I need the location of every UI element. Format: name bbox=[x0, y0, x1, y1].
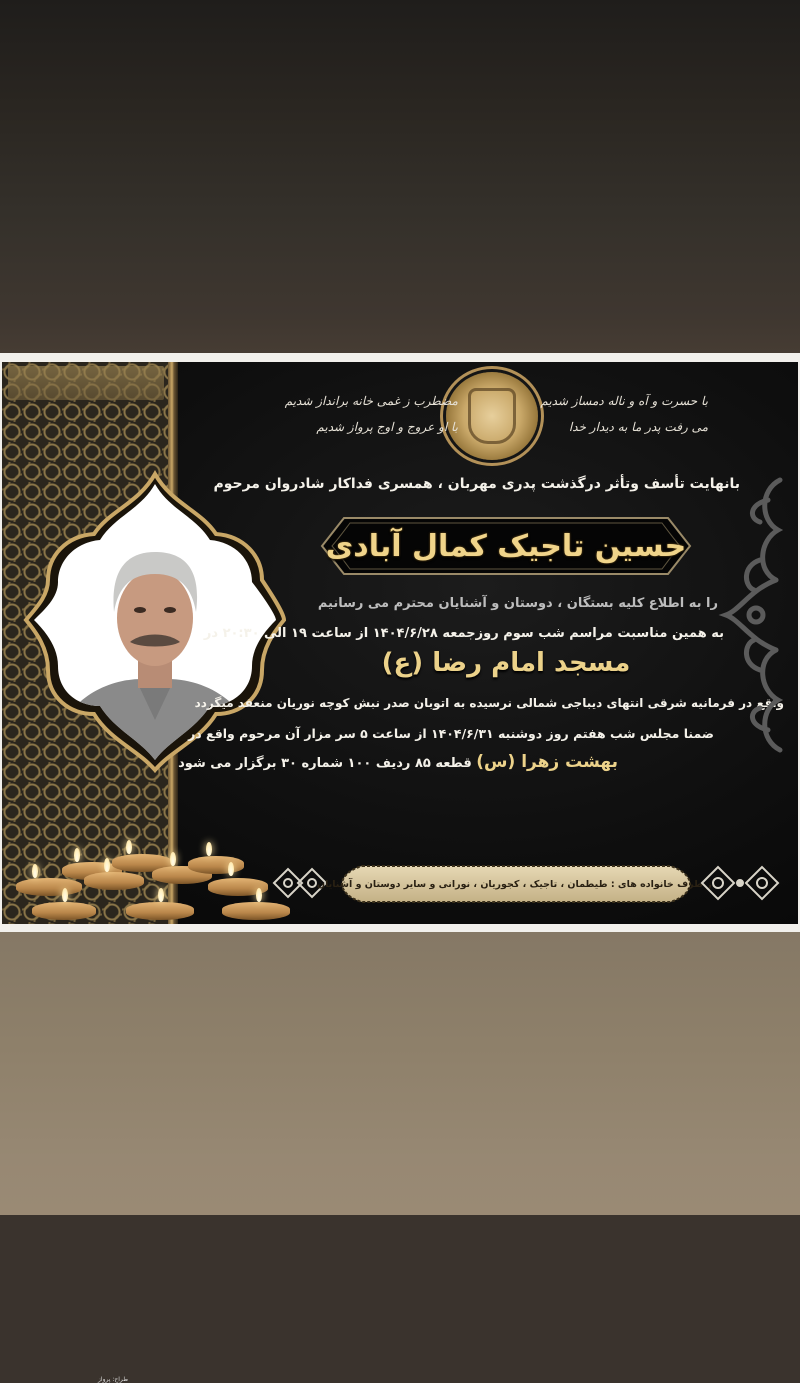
candle-flame-icon bbox=[170, 852, 176, 866]
poem-line: با حسرت و آه و ناله دمساز شدیم bbox=[540, 394, 708, 408]
candle-flame-icon bbox=[74, 848, 80, 862]
family-names: از طرف خانواده های : طیطمان ، تاجیک ، کجوریان ، نورانی و سایر دوستان و آشنایان bbox=[316, 878, 716, 890]
medallion-emblem bbox=[446, 372, 538, 460]
candle-flame-icon bbox=[126, 840, 132, 854]
candle-flame-icon bbox=[228, 862, 234, 876]
poem-line: مضطرب ز غمی خانه برانداز شدیم bbox=[284, 394, 458, 408]
seventh-day-line: ضمنا مجلس شب هفتم روز دوشنبه ۱۴۰۴/۶/۳۱ از ساعت ۵ سر مزار آن مرحوم واقع در bbox=[188, 726, 714, 741]
intro-line: بانهایت تأسف وتأثر درگذشت پدری مهربان ، همسری فداکار شادروان مرحوم bbox=[213, 476, 740, 492]
candle bbox=[188, 856, 244, 874]
candle-flame-icon bbox=[206, 842, 212, 856]
arabesque-ornament-icon bbox=[720, 470, 792, 760]
viewer-background-top bbox=[0, 0, 800, 353]
viewer-background-bottom bbox=[0, 932, 800, 1215]
deceased-name: حسین تاجیک کمال آبادی bbox=[325, 528, 687, 564]
venue-name: مسجد امام رضا (ع) bbox=[381, 648, 631, 678]
portrait-photo bbox=[30, 470, 280, 770]
candle-flame-icon bbox=[104, 858, 110, 872]
funeral-announcement-image bbox=[2, 362, 798, 1383]
candle-flame-icon bbox=[62, 888, 68, 902]
cemetery-details: قطعه ۸۵ ردیف ۱۰۰ شماره ۳۰ برگزار می شود bbox=[178, 756, 472, 771]
name-plate bbox=[320, 514, 692, 578]
candle-flame-icon bbox=[158, 888, 164, 902]
lattice-calligraphy-header bbox=[8, 366, 164, 400]
candle-flame-icon bbox=[32, 864, 38, 878]
portrait-frame bbox=[30, 470, 280, 770]
lattice-ornament-right-icon bbox=[698, 860, 782, 906]
cemetery-name: بهشت زهرا (س) bbox=[476, 752, 618, 772]
medallion-calligraphy bbox=[468, 388, 516, 444]
candle bbox=[32, 902, 96, 920]
poem-left-column bbox=[285, 388, 458, 440]
ceremony-line: به همین مناسبت مراسم شب سوم روزجمعه ۱۴۰۴/۶/۲۸ از ساعت ۱۹ الی ۲۰:۳۰ در bbox=[203, 626, 724, 641]
address-line: واقع در فرمانیه شرقی انتهای دیباجی شمالی نرسیده به اتوبان صدر نبش کوچه نوریان منعقد میگردد bbox=[194, 696, 784, 710]
poem-right-column bbox=[540, 388, 708, 440]
candle-flame-icon bbox=[256, 888, 262, 902]
family-banner bbox=[316, 862, 716, 906]
candle bbox=[16, 878, 82, 896]
cemetery-line bbox=[178, 752, 618, 772]
poem-line: با او عروج و اوج پرواز شدیم bbox=[316, 420, 458, 434]
candle bbox=[84, 872, 144, 890]
designer-credit: طراح: پرواز bbox=[98, 1376, 128, 1383]
invite-line: را به اطلاع کلیه بستگان ، دوستان و آشنایان محترم می رسانیم bbox=[317, 596, 718, 611]
candle bbox=[126, 902, 194, 920]
poem-line: می رفت پدر ما به دیدار خدا bbox=[568, 420, 708, 434]
